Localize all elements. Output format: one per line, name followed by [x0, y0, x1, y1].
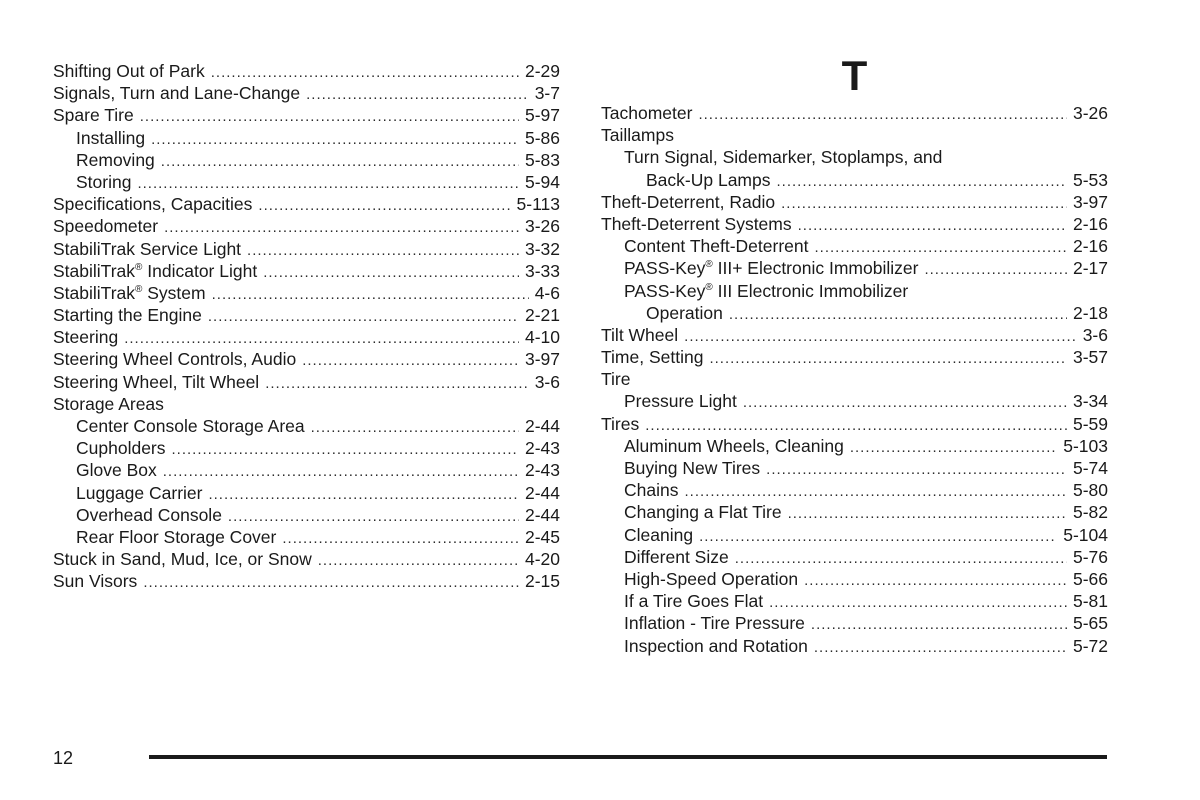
- dot-leader: [211, 62, 519, 84]
- index-entry: [53, 238, 560, 260]
- dot-leader: [735, 548, 1067, 570]
- page-reference: 3-6: [534, 371, 560, 392]
- page-reference: 4-6: [534, 282, 560, 303]
- entry-label-text: Steering Wheel, Tilt Wheel: [53, 371, 260, 392]
- entry-label: [624, 390, 737, 412]
- index-subentry: [601, 546, 1108, 568]
- entry-label: [53, 193, 252, 215]
- dot-leader: [781, 193, 1067, 215]
- dot-leader: [804, 570, 1067, 592]
- entry-label: [601, 213, 792, 235]
- index-subentry: [53, 459, 560, 481]
- entry-label: [53, 60, 205, 82]
- entry-label: [624, 457, 760, 479]
- entry-label-text: StabiliTrak Service Light: [53, 238, 242, 259]
- page-reference: 2-16: [1072, 213, 1108, 234]
- entry-label-text: Chains: [624, 480, 679, 501]
- dot-leader: [258, 195, 510, 217]
- entry-label-text: Theft-Deterrent, Radio: [601, 191, 776, 212]
- entry-label-text: StabiliTrak: [53, 282, 136, 303]
- page-reference: 5-97: [524, 105, 560, 126]
- page-reference: 3-97: [1072, 191, 1108, 212]
- entry-label-rest: Indicator Light: [142, 260, 258, 281]
- entry-label-text: Sun Visors: [53, 571, 138, 592]
- page-reference: 5-76: [1072, 546, 1108, 567]
- index-entry: [601, 124, 1108, 146]
- page-reference: 5-86: [524, 127, 560, 148]
- dot-leader: [172, 439, 519, 461]
- entry-label: [53, 282, 206, 304]
- page-reference: 5-81: [1072, 591, 1108, 612]
- index-subentry: [601, 390, 1108, 412]
- index-subentry: [53, 415, 560, 437]
- entry-label-text: Aluminum Wheels, Cleaning: [624, 435, 844, 456]
- entry-label-text: Cupholders: [76, 438, 166, 459]
- entry-label: [601, 191, 775, 213]
- index-entry: [601, 191, 1108, 213]
- entry-label-text: Shifting Out of Park: [53, 61, 205, 81]
- entry-label-text: Storage Areas: [53, 393, 164, 414]
- index-entry: [601, 324, 1108, 346]
- dot-leader: [811, 614, 1067, 636]
- dot-leader: [766, 459, 1067, 481]
- index-subentry: [601, 169, 1108, 191]
- page-reference: 5-82: [1072, 502, 1108, 523]
- entry-label-rest: III Electronic Immobilizer: [712, 280, 909, 301]
- entry-label: [76, 149, 155, 171]
- entry-label-rest: III+ Electronic Immobilizer: [712, 258, 919, 279]
- index-entry: [53, 193, 560, 215]
- index-entry: [53, 282, 560, 304]
- registered-mark: ®: [705, 281, 713, 293]
- entry-label: [53, 371, 259, 393]
- dot-leader: [684, 326, 1077, 348]
- index-subentry: [601, 257, 1108, 279]
- entry-label: [53, 238, 241, 260]
- dot-leader: [814, 637, 1067, 659]
- entry-label: [76, 526, 276, 548]
- page-reference: 5-94: [524, 171, 560, 192]
- index-entry: [53, 326, 560, 348]
- index-entry: [601, 368, 1108, 390]
- entry-label-text: Tilt Wheel: [601, 324, 679, 345]
- entry-label: [624, 590, 763, 612]
- index-entry: [53, 393, 560, 415]
- index-subentry: [601, 457, 1108, 479]
- page-reference: 3-57: [1072, 347, 1108, 368]
- dot-leader: [247, 240, 519, 262]
- index-entry: [53, 82, 560, 104]
- dot-leader: [164, 217, 519, 239]
- entry-label-text: Speedometer: [53, 216, 159, 237]
- entry-label: [53, 260, 257, 282]
- entry-label-text: Different Size: [624, 546, 729, 567]
- page-reference: 2-21: [524, 305, 560, 326]
- dot-leader: [729, 304, 1067, 326]
- entry-label-text: Luggage Carrier: [76, 482, 203, 503]
- entry-label: [76, 437, 166, 459]
- dot-leader: [212, 284, 529, 306]
- page-reference: 5-113: [516, 194, 560, 215]
- entry-label: [624, 280, 908, 302]
- entry-label: [624, 435, 844, 457]
- entry-label-text: Tire: [601, 369, 631, 390]
- page-reference: 2-16: [1072, 236, 1108, 257]
- entry-label: [624, 524, 693, 546]
- page-reference: 2-43: [524, 460, 560, 481]
- entry-label: [601, 413, 639, 435]
- index-entry: [53, 371, 560, 393]
- index-subentry: [601, 146, 1108, 168]
- page-reference: 3-97: [524, 349, 560, 370]
- dot-leader: [777, 171, 1067, 193]
- page-reference: 4-10: [524, 327, 560, 348]
- entry-label-text: Theft-Deterrent Systems: [601, 213, 792, 234]
- page-reference: 2-44: [524, 504, 560, 525]
- dot-leader: [163, 461, 519, 483]
- entry-label-text: Taillamps: [601, 125, 674, 146]
- entry-label: [601, 346, 703, 368]
- entry-label-text: High-Speed Operation: [624, 568, 799, 589]
- entry-label: [53, 348, 296, 370]
- index-subentry: [601, 524, 1108, 546]
- page-reference: 2-15: [524, 571, 560, 592]
- entry-label-rest: System: [142, 282, 206, 303]
- entry-label: [601, 102, 692, 124]
- entry-label-text: Back-Up Lamps: [646, 169, 771, 190]
- index-entries-left: [53, 60, 560, 593]
- entry-label-text: Stuck in Sand, Mud, Ice, or Snow: [53, 549, 312, 570]
- page-reference: 5-103: [1063, 435, 1108, 456]
- page-reference: 5-72: [1072, 635, 1108, 656]
- index-entry: [53, 60, 560, 82]
- entry-label-text: Content Theft-Deterrent: [624, 236, 809, 257]
- page-reference: 5-80: [1072, 480, 1108, 501]
- index-subentry: [601, 501, 1108, 523]
- entry-label: [624, 257, 918, 279]
- entry-label: [624, 479, 678, 501]
- entry-label: [601, 124, 674, 146]
- page-reference: 3-26: [524, 216, 560, 237]
- index-entry: [601, 213, 1108, 235]
- index-subentry: [601, 479, 1108, 501]
- page-reference: 5-104: [1063, 524, 1108, 545]
- entry-label: [624, 568, 798, 590]
- index-entry: [53, 104, 560, 126]
- index-entry: [601, 413, 1108, 435]
- entry-label-text: Rear Floor Storage Cover: [76, 526, 277, 547]
- dot-leader: [140, 106, 519, 128]
- dot-leader: [282, 528, 519, 550]
- page-reference: 3-34: [1072, 391, 1108, 412]
- dot-leader: [143, 572, 519, 594]
- index-subentry: [601, 590, 1108, 612]
- page-reference: 3-6: [1082, 324, 1108, 345]
- entry-label-text: Tires: [601, 413, 640, 434]
- page-reference: 2-44: [524, 482, 560, 503]
- page-reference: 3-33: [524, 260, 560, 281]
- entry-label: [624, 235, 809, 257]
- page-reference: 5-59: [1072, 413, 1108, 434]
- page-reference: 4-20: [524, 549, 560, 570]
- index-subentry: [53, 127, 560, 149]
- entry-label-text: Steering Wheel Controls, Audio: [53, 349, 297, 370]
- entry-label: [624, 635, 808, 657]
- entry-label: [76, 171, 131, 193]
- entry-label: [601, 324, 678, 346]
- dot-leader: [311, 417, 519, 439]
- footer-rule: [149, 755, 1107, 759]
- index-entry: [53, 570, 560, 592]
- page-number: 12: [53, 748, 74, 768]
- entry-label: [76, 482, 202, 504]
- entry-label-text: Time, Setting: [601, 347, 704, 368]
- entry-label: [76, 504, 222, 526]
- entry-label: [624, 146, 942, 168]
- entry-label-text: Storing: [76, 171, 132, 192]
- index-entry: [601, 102, 1108, 124]
- entry-label-text: Operation: [646, 302, 723, 323]
- page-reference: 3-32: [524, 238, 560, 259]
- entry-label-text: Glove Box: [76, 460, 157, 481]
- dot-leader: [124, 328, 519, 350]
- index-entry: [53, 304, 560, 326]
- entry-label: [53, 82, 300, 104]
- page-reference: 5-53: [1072, 169, 1108, 190]
- entry-label-text: Inflation - Tire Pressure: [624, 613, 805, 634]
- index-entry: [53, 348, 560, 370]
- index-column-right: [601, 52, 1108, 657]
- dot-leader: [798, 215, 1067, 237]
- index-subentry: [53, 504, 560, 526]
- dot-leader: [265, 373, 529, 395]
- entry-label-text: Pressure Light: [624, 391, 737, 412]
- index-entry: [53, 548, 560, 570]
- entry-label: [53, 326, 118, 348]
- page-reference: 5-66: [1072, 568, 1108, 589]
- entry-label: [76, 459, 157, 481]
- entry-label-text: Steering: [53, 327, 119, 348]
- dot-leader: [924, 259, 1067, 281]
- dot-leader: [788, 503, 1067, 525]
- index-subentry: [601, 235, 1108, 257]
- entry-label: [76, 415, 305, 437]
- registered-mark: ®: [705, 259, 713, 271]
- index-subentry: [601, 302, 1108, 324]
- entry-label-text: Center Console Storage Area: [76, 416, 305, 436]
- page-reference: 2-44: [524, 416, 560, 436]
- entry-label: [53, 215, 158, 237]
- dot-leader: [645, 415, 1067, 437]
- entry-label: [646, 169, 771, 191]
- entry-label-text: PASS-Key: [624, 280, 706, 301]
- index-entry: [601, 346, 1108, 368]
- dot-leader: [743, 392, 1067, 414]
- entry-label: [624, 612, 805, 634]
- entry-label: [601, 368, 631, 390]
- dot-leader: [208, 306, 519, 328]
- index-subentry: [601, 435, 1108, 457]
- entry-label-text: Inspection and Rotation: [624, 635, 808, 656]
- page-reference: 5-83: [524, 149, 560, 170]
- entry-label-text: Tachometer: [601, 103, 693, 123]
- dot-leader: [228, 506, 519, 528]
- entry-label: [53, 548, 312, 570]
- entry-label-text: If a Tire Goes Flat: [624, 591, 764, 612]
- entry-label-text: PASS-Key: [624, 258, 706, 279]
- index-subentry: [53, 526, 560, 548]
- page-reference: 2-43: [524, 438, 560, 459]
- page-reference: 5-74: [1072, 458, 1108, 478]
- dot-leader: [698, 104, 1067, 126]
- dot-leader: [709, 348, 1067, 370]
- entry-label-text: Turn Signal, Sidemarker, Stoplamps, and: [624, 147, 943, 168]
- entry-label-text: Overhead Console: [76, 504, 222, 525]
- entry-label-text: Spare Tire: [53, 105, 134, 126]
- index-entry: [53, 215, 560, 237]
- entry-label: [53, 393, 164, 415]
- page-reference: 2-45: [524, 526, 560, 547]
- index-subentry: [53, 482, 560, 504]
- entry-label: [76, 127, 145, 149]
- dot-leader: [151, 129, 519, 151]
- dot-leader: [302, 350, 519, 372]
- entry-label: [646, 302, 723, 324]
- dot-leader: [137, 173, 519, 195]
- entry-label-text: Starting the Engine: [53, 305, 202, 326]
- page-reference: 5-65: [1072, 613, 1108, 634]
- dot-leader: [208, 484, 519, 506]
- dot-leader: [769, 592, 1067, 614]
- entry-label: [53, 104, 134, 126]
- index-entries-right: [601, 102, 1108, 657]
- entry-label-text: Buying New Tires: [624, 458, 761, 478]
- dot-leader: [850, 437, 1057, 459]
- dot-leader: [306, 84, 529, 106]
- index-subentry: [53, 171, 560, 193]
- entry-label-text: Cleaning: [624, 524, 694, 545]
- entry-label: [53, 570, 137, 592]
- index-subentry: [53, 149, 560, 171]
- entry-label-text: Removing: [76, 149, 155, 170]
- page-reference: 2-18: [1072, 302, 1108, 323]
- dot-leader: [815, 237, 1067, 259]
- dot-leader: [318, 550, 519, 572]
- index-column-left: [53, 60, 560, 593]
- index-subentry: [601, 280, 1108, 302]
- index-subentry: [601, 612, 1108, 634]
- entry-label-text: Signals, Turn and Lane-Change: [53, 83, 301, 104]
- entry-label-text: Specifications, Capacities: [53, 194, 253, 215]
- dot-leader: [263, 262, 519, 284]
- registered-mark: ®: [135, 261, 143, 273]
- dot-leader: [684, 481, 1066, 503]
- registered-mark: ®: [135, 283, 143, 295]
- index-subentry: [53, 437, 560, 459]
- index-subentry: [601, 568, 1108, 590]
- entry-label-text: Changing a Flat Tire: [624, 502, 782, 523]
- entry-label: [53, 304, 202, 326]
- page-reference: 3-7: [534, 83, 560, 104]
- entry-label: [624, 501, 782, 523]
- entry-label: [624, 546, 729, 568]
- index-entry: [53, 260, 560, 282]
- page-reference: 2-17: [1072, 258, 1108, 279]
- dot-leader: [699, 526, 1057, 548]
- index-subentry: [601, 635, 1108, 657]
- dot-leader: [161, 151, 519, 173]
- page-reference: 3-26: [1072, 103, 1108, 123]
- entry-label-text: Installing: [76, 127, 146, 148]
- entry-label-text: StabiliTrak: [53, 260, 136, 281]
- page-reference: 2-29: [524, 61, 560, 81]
- section-letter-heading: T: [841, 52, 868, 99]
